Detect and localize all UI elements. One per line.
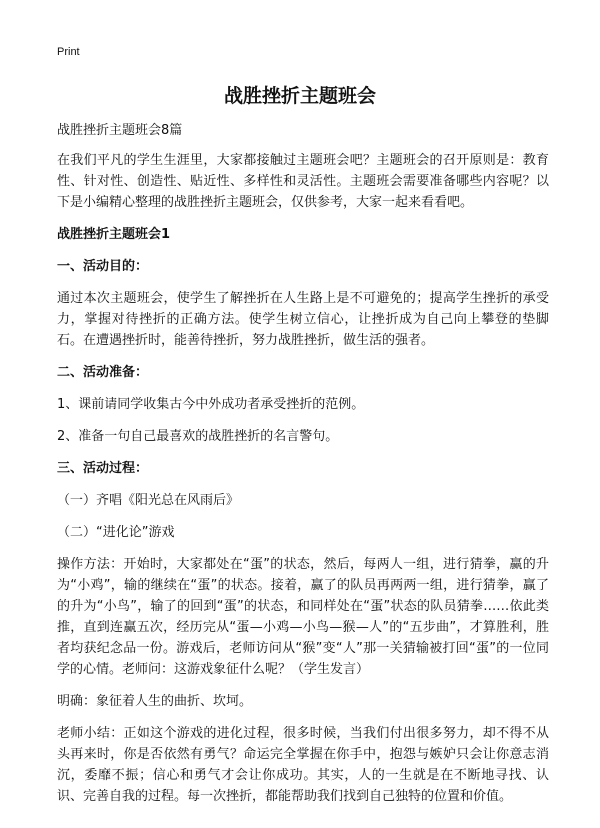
- document-title: 战胜挫折主题班会: [223, 85, 376, 107]
- heading-purpose: 一、活动目的：: [57, 259, 149, 274]
- purpose-paragraph: 通过本次主题班会，使学生了解挫折在人生路上是不可避免的；提高学生挫折的承受力，掌握对待挫折的正确方法。使学生树立信心，让挫折成为自己向上攀登的垫脚石。在遭遇挫折时，能善待挫折，努力战胜挫折，做生活的强者。: [57, 291, 549, 348]
- heading-process: 三、活动过程：: [57, 461, 149, 476]
- document-subtitle: 战胜挫折主题班会8篇: [57, 123, 183, 138]
- print-link[interactable]: Print: [57, 46, 80, 58]
- preparation-item-1: 1、课前请同学收集古今中外成功者承受挫折的范例。: [57, 397, 365, 412]
- teacher-summary-paragraph: 老师小结：正如这个游戏的进化过程，很多时候，当我们付出很多努力，却不得不从头再来时，你是否依然有勇气？命运完全掌握在你手中，抱怨与嫉妒只会让你意志消沉，委靡不振；信心和勇气才会让你成功。其实，人的一生就是在不断地寻找、认识、完善自我的过程。每一次挫折，都能帮助我们找到自己独特的位置和价值。: [57, 726, 549, 804]
- intro-paragraph: 在我们平凡的学生生涯里，大家都接触过主题班会吧？主题班会的召开原则是：教育性、针对性、创造性、贴近性、多样性和灵活性。主题班会需要准备哪些内容呢？以下是小编精心整理的战胜挫折主题班会，仅供参考，大家一起来看看吧。: [57, 153, 549, 210]
- section-title: 战胜挫折主题班会1: [57, 227, 171, 242]
- document-body: [57, 120, 549, 807]
- meaning-paragraph: 明确：象征着人生的曲折、坎坷。: [57, 694, 253, 709]
- heading-preparation: 二、活动准备：: [57, 365, 149, 380]
- preparation-item-2: 2、准备一句自己最喜欢的战胜挫折的名言警句。: [57, 429, 339, 444]
- process-step-2: （二）“进化论”游戏: [57, 525, 175, 540]
- process-step-1: （一）齐唱《阳光总在风雨后》: [57, 493, 240, 508]
- game-method-paragraph: 操作方法：开始时，大家都处在“蛋”的状态，然后，每两人一组，进行猜拳，赢的升为“小鸡”，输的继续在“蛋”的状态。接着，赢了的队员再两两一组，进行猜拳，赢了的升为“小鸟”，输了的回到“蛋”的状态，和同样处在“蛋”状态的队员猜拳……依此类推，直到连赢五次，经历完从“蛋—小鸡—小鸟—猴—人”的“五步曲”，才算胜利，胜者均获纪念品一份。游戏后，老师访问从“猴”变“人”那一关猜输被打回“蛋”的一位同学的心情。老师问：这游戏象征什么呢？（学生发言）: [57, 557, 549, 677]
